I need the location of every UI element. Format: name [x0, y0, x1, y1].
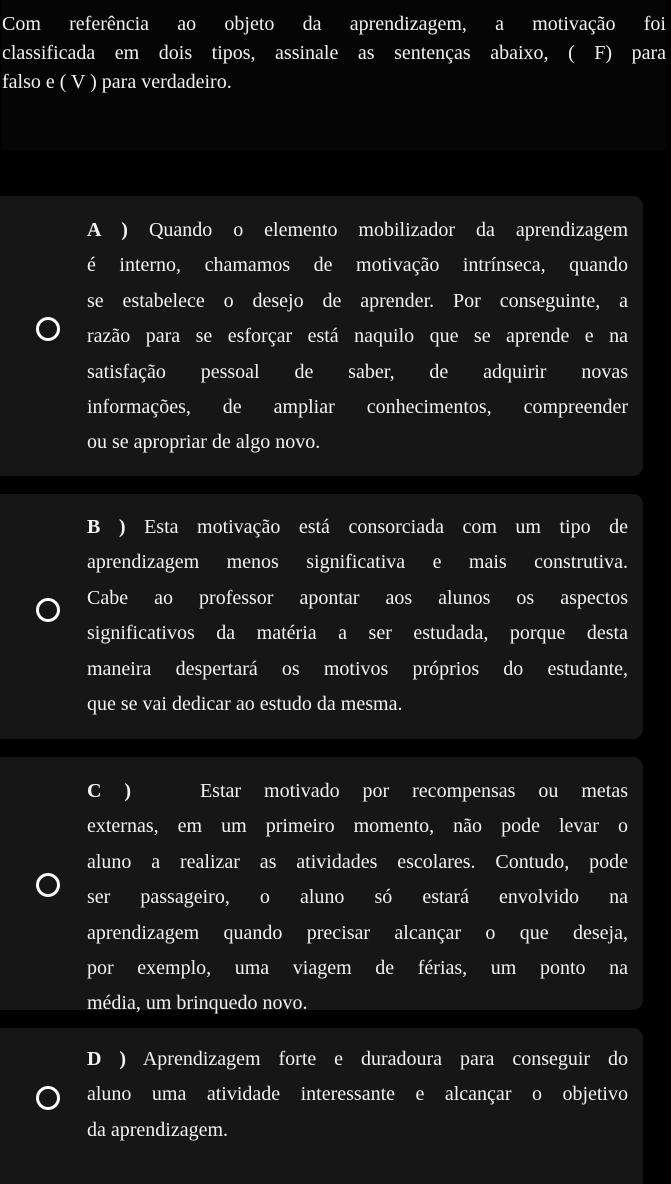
option-d-letter: D ) [87, 1048, 127, 1070]
option-line: aprendizagem quando precisar alcançar o que deseja, [87, 921, 628, 944]
option-line: maneira despertará os motivos próprios do estudante, [87, 657, 628, 680]
option-line: Esta motivação está consorciada com um tipo de [144, 516, 629, 538]
option-line: satisfação pessoal de saber, de adquirir novas [87, 360, 628, 383]
option-line: se estabelece o desejo de aprender. Por conseguinte, a [87, 289, 628, 312]
question-line: falso e ( V ) para verdadeiro. [2, 71, 232, 93]
option-line: é interno, chamamos de motivação intrínseca, quando [87, 254, 628, 277]
option-c[interactable] [0, 757, 643, 1015]
option-line: Aprendizagem forte e duradoura para conseguir do [142, 1048, 628, 1070]
question-line: Com referência ao objeto da aprendizagem, a motivação foi [2, 13, 666, 35]
option-b-text [87, 510, 628, 722]
option-c-radio[interactable] [36, 873, 60, 897]
option-line: ser passageiro, o aluno só estará envolvido na [87, 886, 628, 909]
option-line: aluno uma atividade interessante e alcançar o objetivo [87, 1083, 628, 1106]
option-line: que se vai dedicar ao estudo da mesma. [87, 693, 403, 716]
question-line: classificada em dois tipos, assinale as sentenças abaixo, ( F) para [2, 42, 666, 64]
option-line: aluno a realizar as atividades escolares. Contudo, pode [87, 850, 628, 873]
option-d-text [87, 1042, 628, 1148]
option-c-text [87, 774, 628, 1022]
option-b[interactable] [0, 494, 643, 739]
option-c-letter: C ) [87, 780, 132, 802]
option-a[interactable] [0, 196, 643, 476]
option-a-text [87, 213, 628, 461]
option-line: da aprendizagem. [87, 1118, 229, 1141]
option-d[interactable] [0, 1028, 643, 1184]
option-line: aprendizagem menos significativa e mais construtiva. [87, 551, 628, 574]
option-line: informações, de ampliar conhecimentos, compreender [87, 396, 628, 419]
option-d-radio[interactable] [36, 1086, 60, 1110]
option-b-radio[interactable] [36, 598, 60, 622]
option-line: média, um brinquedo novo. [87, 992, 308, 1015]
option-line: significativos da matéria a ser estudada, porque desta [87, 622, 628, 645]
option-line: externas, em um primeiro momento, não pode levar o [87, 815, 628, 838]
option-line: por exemplo, uma viagem de férias, um ponto na [87, 957, 628, 980]
option-line: Quando o elemento mobilizador da aprendizagem [148, 219, 629, 241]
question-text [2, 0, 666, 150]
option-line: Cabe ao professor apontar aos alunos os aspectos [87, 586, 628, 609]
option-a-radio[interactable] [36, 317, 60, 341]
option-b-letter: B ) [87, 516, 126, 538]
option-a-letter: A ) [87, 219, 128, 241]
option-line: razão para se esforçar está naquilo que se aprende e na [87, 325, 628, 348]
option-line: Estar motivado por recompensas ou metas [199, 780, 629, 802]
option-line: ou se apropriar de algo novo. [87, 431, 321, 454]
